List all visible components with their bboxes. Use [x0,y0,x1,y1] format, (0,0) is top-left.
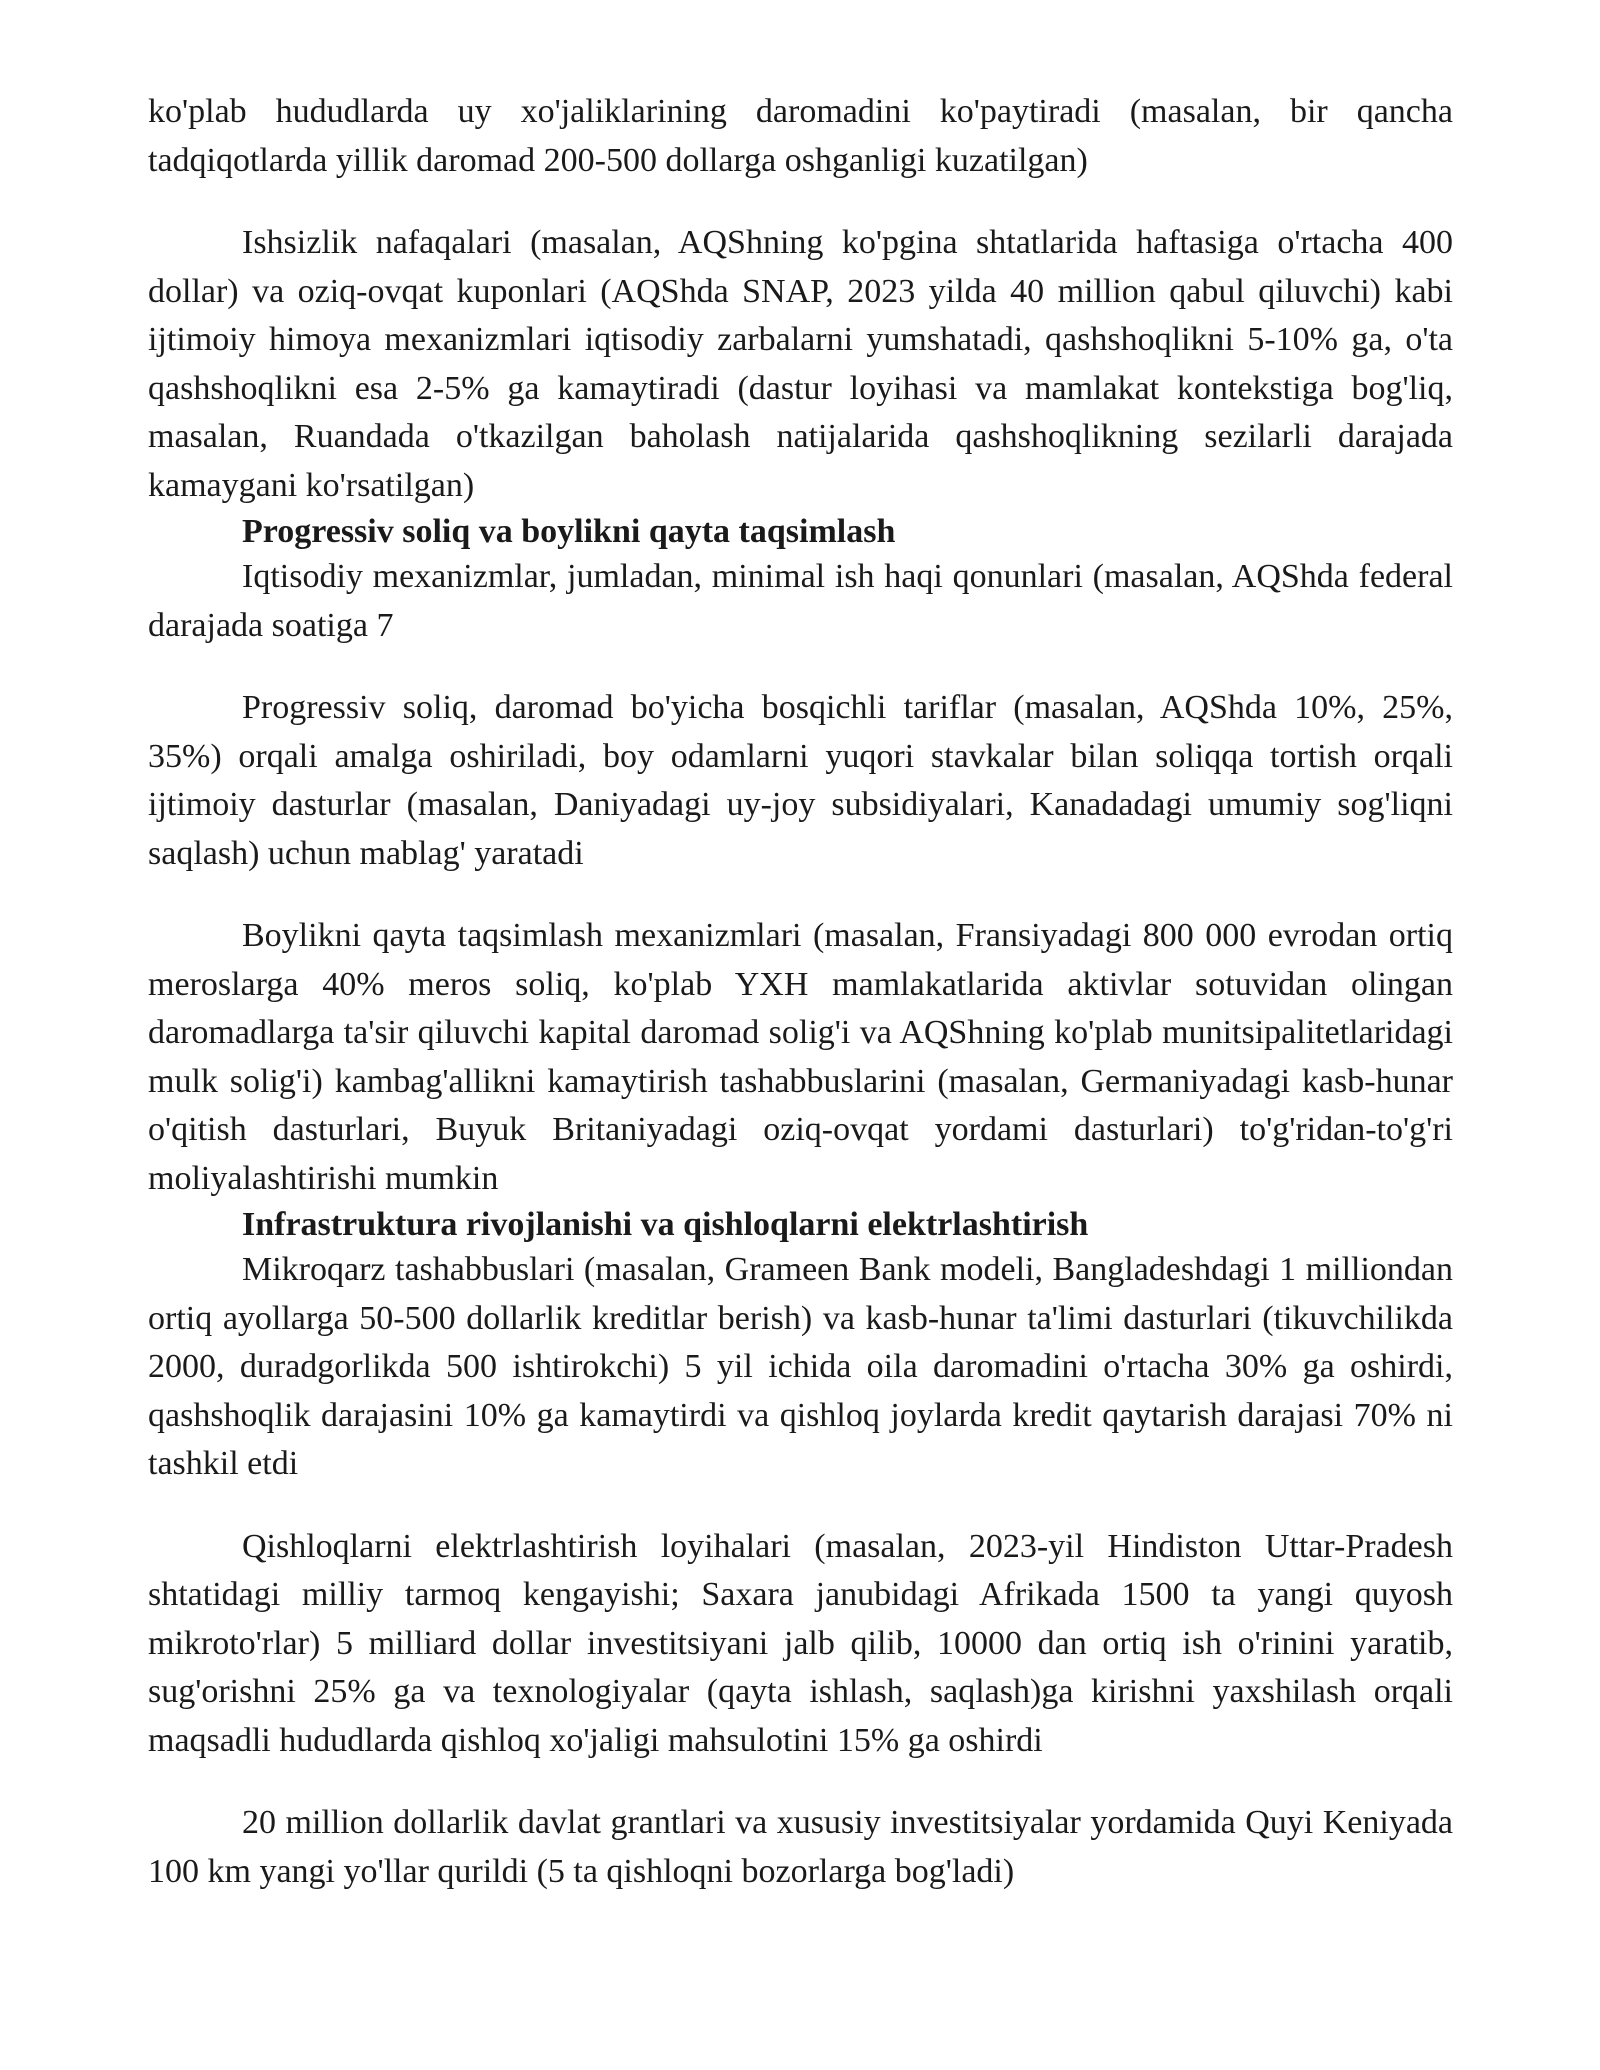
paragraph-progressive-tax: Progressiv soliq, daromad bo'yicha bosqichli tariflar (masalan, AQShda 10%, 25%, 35%) orqali amalga oshiriladi, boy odamlarni yuqori stavkalar bilan soliqqa tortish orqali ijtimoiy dasturlar (masalan, Daniyadagi uy-joy subsidiyalari, Kanadadagi umumiy sog'liqni saqlash) uchun mablag' yaratadi [148,689,1453,872]
paragraph-household-income: ko'plab hududlarda uy xo'jaliklarining daromadini ko'paytiradi (masalan, bir qancha tadqiqotlarda yillik daromad 200-500 dollarga oshganligi kuzatilgan) [148,93,1453,179]
paragraph-wealth-redistribution: Boylikni qayta taqsimlash mexanizmlari (masalan, Fransiyadagi 800 000 evrodan ortiq meroslarga 40% meros soliq, ko'plab YXH mamlakatlarida aktivlar sotuvidan olingan daromadlarga ta'sir qiluvchi kapital daromad solig'i va AQShning ko'plab munitsipalitetlaridagi mulk solig'i) kambag'allikni kamaytirish tashabbuslarini (masalan, Germaniyadagi kasb-hunar o'qitish dasturlari, Buyuk Britaniyadagi oziq-ovqat yordami dasturlari) to'g'ridan-to'g'ri moliyalashtirishi mumkin [148,917,1453,1197]
paragraph-unemployment-benefits: Ishsizlik nafaqalari (masalan, AQShning ko'pgina shtatlarida haftasiga o'rtacha 400 dollar) va oziq-ovqat kuponlari (AQShda SNAP, 2023 yilda 40 million qabul qiluvchi) kabi ijtimoiy himoya mexanizmlari iqtisodiy zarbalarni yumshatadi, qashshoqlikni 5-10% ga, o'ta qashshoqlikni esa 2-5% ga kamaytiradi (dastur loyihasi va mamlakat kontekstiga bog'liq, masalan, Ruandada o'tkazilgan baholash natijalarida qashshoqlikning sezilarli darajada kamaygani ko'rsatilgan) [148,224,1453,504]
heading-progressive-tax: Progressiv soliq va boylikni qayta taqsimlash [242,513,896,550]
heading-infrastructure: Infrastruktura rivojlanishi va qishloqlarni elektrlashtirish [242,1206,1089,1243]
paragraph-rural-electrification: Qishloqlarni elektrlashtirish loyihalari (masalan, 2023-yil Hindiston Uttar-Pradesh shtatidagi milliy tarmoq kengayishi; Saxara janubidagi Afrikada 1500 ta yangi quyosh mikroto'rlar) 5 milliard dollar investitsiyani jalb qilib, 10000 dan ortiq ish o'rinini yaratib, sug'orishni 25% ga va texnologiyalar (qayta ishlash, saqlash)ga kirishni yaxshilash orqali maqsadli hududlarda qishloq xo'jaligi mahsulotini 15% ga oshirdi [148,1527,1453,1759]
paragraph-microcredit: Mikroqarz tashabbuslari (masalan, Grameen Bank modeli, Bangladeshdagi 1 milliondan ortiq ayollarga 50-500 dollarlik kreditlar berish) va kasb-hunar ta'limi dasturlari (tikuvchilikda 2000, duradgorlikda 500 ishtirokchi) 5 yil ichida oila daromadini o'rtacha 30% ga oshirdi, qashshoqlik darajasini 10% ga kamaytirdi va qishloq joylarda kredit qaytarish darajasi 70% ni tashkil etdi [148,1251,1453,1482]
paragraph-minimum-wage: Iqtisodiy mexanizmlar, jumladan, minimal ish haqi qonunlari (masalan, AQShda federal darajada soatiga 7 [148,558,1453,644]
paragraph-kenya-roads: 20 million dollarlik davlat grantlari va xususiy investitsiyalar yordamida Quyi Keniyada 100 km yangi yo'llar qurildi (5 ta qishloqni bozorlarga bog'ladi) [148,1804,1453,1890]
document-page [148,88,1453,1896]
